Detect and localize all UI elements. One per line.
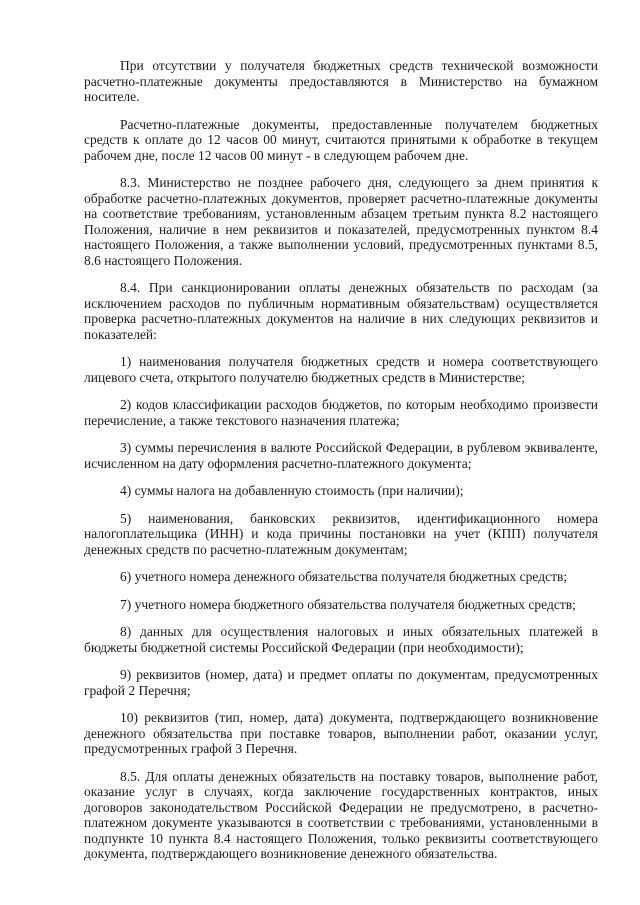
paragraph-8-3: 8.3. Министерство не позднее рабочего дня, следующего за днем принятия к обработке расчетно-платежных документов, проверяет расчетно-платежные документы на соответствие требованиям, установленным абзацем третьим пункта 8.2 настоящего Положения, наличие в нем реквизитов и показателей, предусмотренных пунктом 8.4 настоящего Положения, а также выполнении условий, предусмотренных пунктами 8.5, 8.6 настоящего Положения. <box>84 175 598 268</box>
paragraph-8-5: 8.5. Для оплаты денежных обязательств на поставку товаров, выполнение работ, оказание услуг в случаях, когда заключение государственных контрактов, иных договоров законодательством Российской Федерации не предусмотрено, в расчетно-платежном документе указываются в соответствии с требованиями, установленными в подпункте 10 пункта 8.4 настоящего Положения, только реквизиты соответствующего документа, подтверждающего возникновение денежного обязательства. <box>84 768 598 861</box>
list-item-10: 10) реквизитов (тип, номер, дата) документа, подтверждающего возникновение денежного обязательства при поставке товаров, выполнении работ, оказании услуг, предусмотренных графой 3 Перечня. <box>84 710 598 756</box>
paragraph-paper-submission: При отсутствии у получателя бюджетных средств технической возможности расчетно-платежные документы предоставляются в Министерство на бумажном носителе. <box>84 58 598 104</box>
list-item-8: 8) данных для осуществления налоговых и иных обязательных платежей в бюджеты бюджетной системы Российской Федерации (при необходимости); <box>84 624 598 655</box>
list-item-4: 4) суммы налога на добавленную стоимость (при наличии); <box>120 483 464 498</box>
list-item-5: 5) наименования, банковских реквизитов, идентификационного номера налогоплательщика (ИНН) и кода причины постановки на учет (КПП) получателя денежных средств по расчетно-платежным документам; <box>84 510 598 557</box>
list-item-1: 1) наименования получателя бюджетных средств и номера соответствующего лицевого счета, открытого получателю бюджетных средств в Министерстве; <box>84 354 598 385</box>
paragraph-processing-deadline: Расчетно-платежные документы, предоставленные получателем бюджетных средств к оплате до 12 часов 00 минут, считаются принятыми к обработке в текущем рабочем дне, после 12 часов 00 минут - в следующем рабочем дне. <box>84 116 598 163</box>
list-item-9: 9) реквизитов (номер, дата) и предмет оплаты по документам, предусмотренных графой 2 Перечня; <box>84 667 598 698</box>
list-item-6: 6) учетного номера денежного обязательства получателя бюджетных средств; <box>120 569 568 584</box>
paragraph-8-4: 8.4. При санкционировании оплаты денежных обязательств по расходам (за исключением расходов по публичным нормативным обязательствам) осуществляется проверка расчетно-платежных документов на наличие в них следующих реквизитов и показателей: <box>84 280 598 342</box>
list-item-2: 2) кодов классификации расходов бюджетов, по которым необходимо произвести перечисление, а также текстового назначения платежа; <box>84 397 598 428</box>
list-item-7: 7) учетного номера бюджетного обязательства получателя бюджетных средств; <box>120 596 576 612</box>
list-item-3: 3) суммы перечисления в валюте Российской Федерации, в рублевом эквиваленте, исчисленном на дату оформления расчетно-платежного документа; <box>84 440 598 471</box>
